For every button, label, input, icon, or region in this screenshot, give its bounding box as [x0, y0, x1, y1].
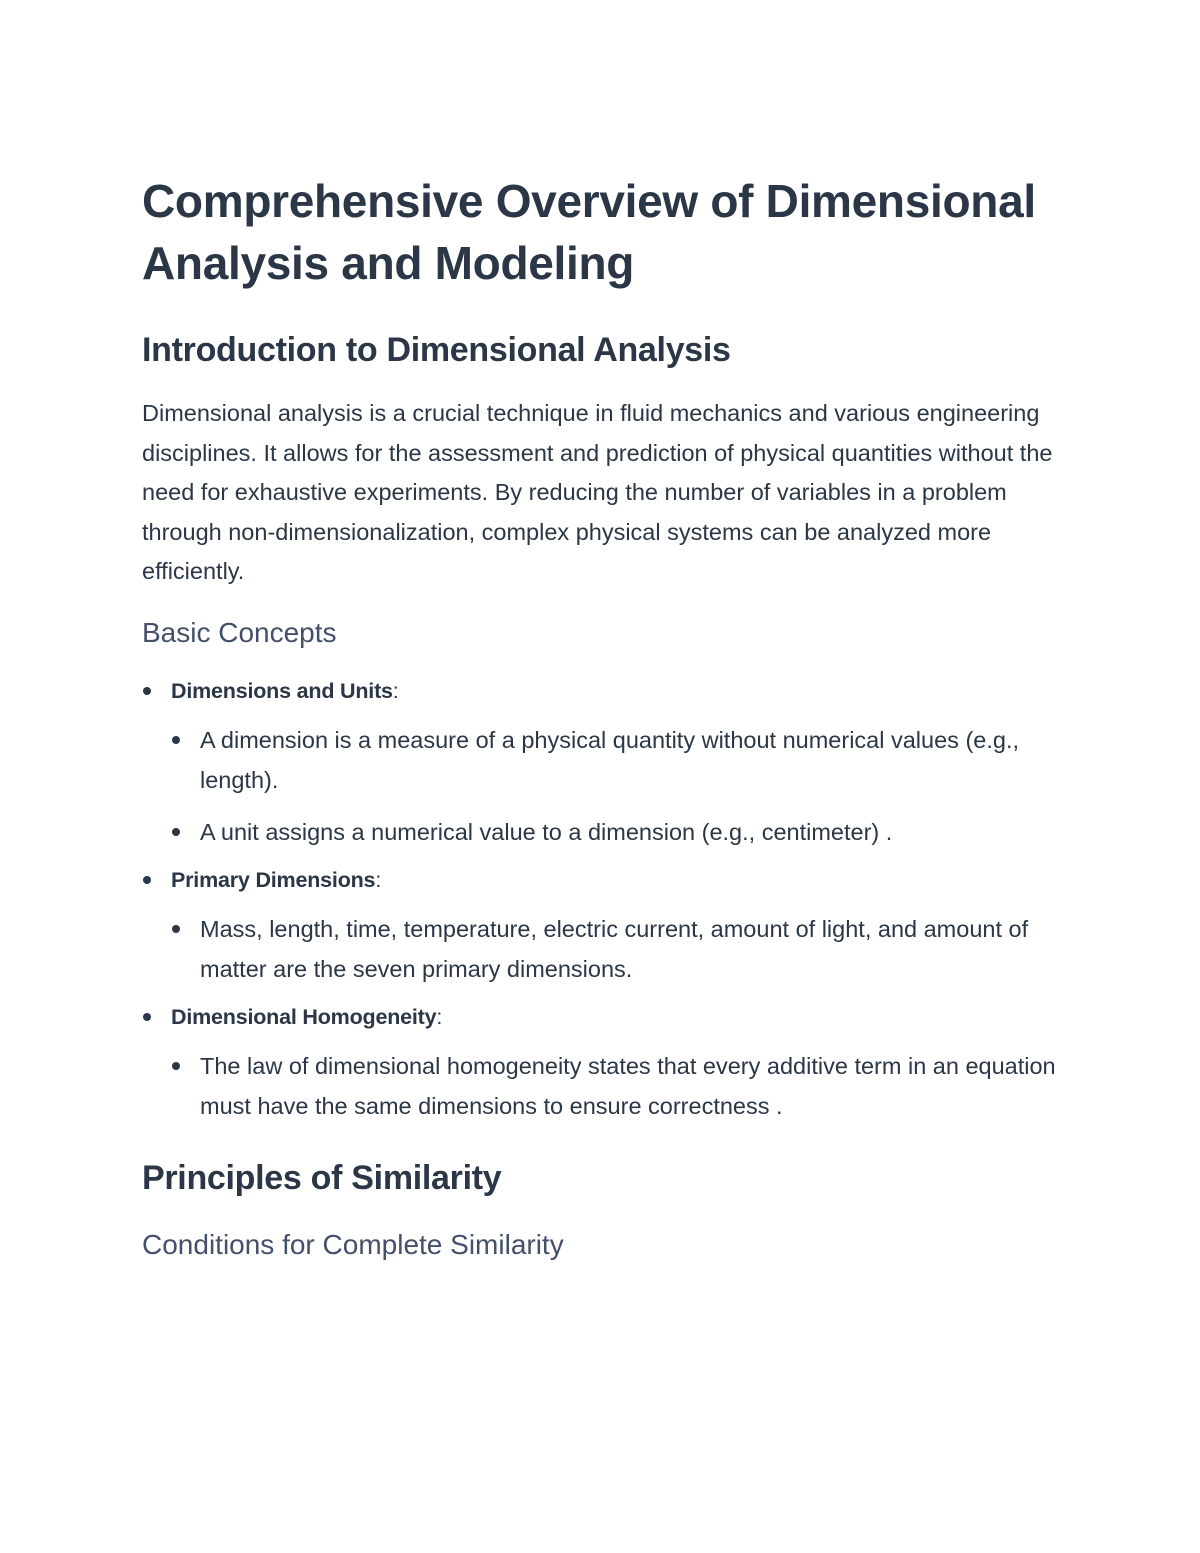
bullet-icon: [172, 1062, 180, 1070]
list-item-dimensional-homogeneity: Dimensional Homogeneity: The law of dimensional homogeneity states that every additive term in an equation must have the same dimensions to ensure correctness .: [142, 1001, 1062, 1126]
sub-list-item: [171, 1046, 1062, 1126]
subsection-heading-basic-concepts: Basic Concepts: [142, 616, 337, 648]
sub-list-item: [171, 720, 1062, 800]
sub-list: [171, 720, 1062, 852]
bullet-icon: [172, 925, 180, 933]
subsection-heading-conditions-for-complete-similarity: Conditions for Complete Similarity: [142, 1228, 564, 1260]
list-item-title: Dimensional Homogeneity: [171, 1004, 437, 1029]
intro-paragraph: Dimensional analysis is a crucial technique in fluid mechanics and various engineering disciplines. It allows for the assessment and prediction of physical quantities without the need for exhaustive experiments. By reducing the number of variables in a problem through non-dimensionalization, complex physical systems can be analyzed more efficiently.: [142, 400, 1053, 584]
sub-list-item-text: A dimension is a measure of a physical quantity without numerical values (e.g., length).: [200, 726, 1020, 793]
bullet-icon: [143, 687, 151, 695]
sub-list-item: [171, 909, 1062, 989]
document-page: [142, 170, 1062, 1265]
sub-list-item: [171, 812, 1062, 852]
sub-list-item-text: A unit assigns a numerical value to a dimension (e.g., centimeter) .: [200, 818, 893, 845]
sub-list: [171, 909, 1062, 989]
list-item-title: Dimensions and Units: [171, 678, 393, 703]
sub-list-item-text: Mass, length, time, temperature, electric current, amount of light, and amount of matter are the seven primary dimensions.: [200, 915, 1029, 982]
bullet-icon: [172, 828, 180, 836]
list-item-primary-dimensions: Primary Dimensions: Mass, length, time, temperature, electric current, amount of light, and amount of matter are the seven primary dimensions.: [142, 864, 1062, 989]
list-item-title: Primary Dimensions: [171, 867, 376, 892]
sub-list: [171, 1046, 1062, 1126]
sub-list-item-text: The law of dimensional homogeneity states that every additive term in an equation must have the same dimensions to ensure correctness .: [200, 1052, 1056, 1119]
bullet-icon: [143, 1013, 151, 1021]
bullet-icon: [172, 736, 180, 744]
section-heading-introduction: Introduction to Dimensional Analysis: [142, 331, 731, 369]
document-title: Comprehensive Overview of Dimensional Analysis and Modeling: [142, 175, 1036, 289]
list-item-dimensions-and-units: Dimensions and Units: A dimension is a measure of a physical quantity without numerical values (e.g., length). A unit assigns a numerical value to a dimension (e.g., centimeter) .: [142, 675, 1062, 852]
basic-concepts-list: [142, 675, 1062, 1126]
bullet-icon: [143, 876, 151, 884]
section-heading-principles-of-similarity: Principles of Similarity: [142, 1158, 502, 1197]
